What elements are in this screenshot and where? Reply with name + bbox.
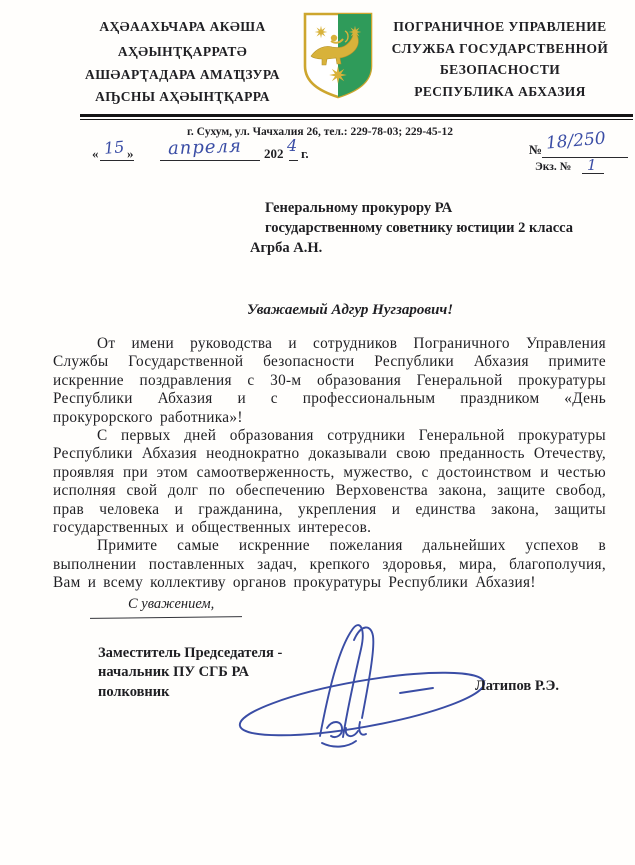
date-month-handwritten: апреля: [167, 135, 243, 160]
letterhead-divider-thin: [80, 119, 633, 120]
letterhead-russian-line-3: БЕЗОПАСНОСТИ: [439, 62, 561, 77]
body-paragraph-3: Примите самые искренние пожелания дальнейших успехов в выполнении поставленных задач, крепкого здоровья, мира, благополучия, Вам и всему коллективу органов прокуратуры Республики Абхазия!: [53, 537, 606, 592]
signature-ink: [230, 616, 500, 756]
letterhead-abkhaz-line-1: АҲӘААХЬЧАРА АКӘША: [99, 19, 266, 34]
signatory-title-1: Заместитель Председателя -: [98, 645, 283, 661]
closing-regards: С уважением,: [128, 596, 215, 612]
recipient-line-3: Агрба А.Н.: [250, 240, 323, 256]
body-paragraph-1: От имени руководства и сотрудников Пограничного Управления Службы Государственной безопасности Республики Абхазия примите искренние поздравления с 30-м образования Генеральной прокуратуры Республики Абхазия и с профессиональным праздником «День прокурорского работника»!: [53, 335, 606, 426]
copy-label: Экз. №: [535, 161, 572, 173]
coat-of-arms-icon: [301, 12, 375, 100]
address-line: г. Сухум, ул. Чачхалия 26, тел.: 229-78-03; 229-45-12: [187, 126, 453, 138]
recipient-line-1: Генеральному прокурору РА: [265, 200, 453, 216]
signatory-title-3: полковник: [98, 683, 170, 700]
salutation: Уважаемый Адгур Нугзарович!: [247, 302, 454, 318]
date-open-quote: «: [92, 146, 99, 161]
recipient-line-2: государственному советнику юстиции 2 класса: [265, 220, 574, 236]
date-close-quote: »: [127, 146, 134, 161]
number-handwritten: 18/250: [545, 128, 607, 154]
date-day-handwritten: 15: [103, 137, 126, 158]
date-year-digit-handwritten: 4: [287, 136, 298, 155]
letterhead-russian-line-1: ПОГРАНИЧНОЕ УПРАВЛЕНИЕ: [393, 19, 607, 34]
closing-underline: [90, 616, 242, 619]
date-year-suffix: г.: [301, 146, 309, 161]
letterhead-russian-line-4: РЕСПУБЛИКА АБХАЗИЯ: [414, 84, 586, 99]
letterhead-russian-line-2: СЛУЖБА ГОСУДАРСТВЕННОЙ: [391, 41, 609, 56]
letterhead-abkhaz-line-2: АҲӘЫНҬҚАРРАТӘ: [117, 44, 248, 59]
copy-handwritten: 1: [587, 156, 597, 174]
letterhead-divider-thick: [80, 114, 633, 117]
signatory-name: Латипов Р.Э.: [475, 678, 559, 694]
number-label: №: [529, 142, 543, 157]
signatory-title-2: начальник ПУ СГБ РА: [98, 664, 249, 681]
date-year-printed: 202: [264, 146, 284, 161]
letterhead-abkhaz-line-4: АҦСНЫ АҲӘЫНҬҚАРРА: [95, 89, 270, 104]
letter-body: [53, 335, 606, 593]
body-paragraph-2: С первых дней образования сотрудники Генеральной прокуратуры Республики Абхазия неоднократно доказывали свою преданность Отечеству, проявляя при этом самоотверженность, мужество, с достоинством и честью исполняя свой долг по обеспечению Верховенства закона, защите свобод, прав человека и гражданина, укрепления и единства закона, защиты государственных и общественных интересов.: [53, 427, 606, 537]
letterhead-abkhaz-line-3: АШӘАРҬАДАРА АМАҴЗУРА: [85, 67, 280, 82]
